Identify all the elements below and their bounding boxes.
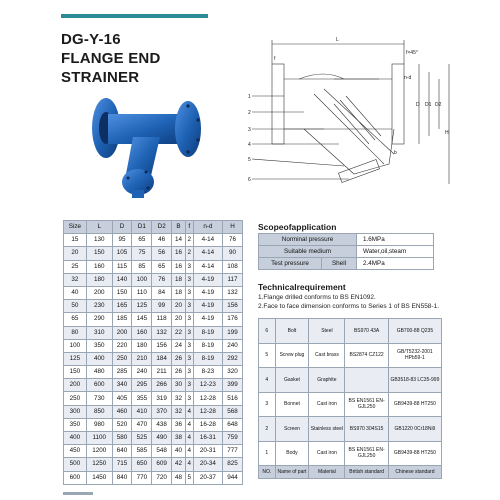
materials-cell: GB1220 0Cr18Ni9: [388, 417, 441, 442]
table-row: [64, 352, 243, 365]
table-cell: 340: [112, 379, 132, 392]
table-cell: 75: [132, 247, 152, 260]
table-cell: 18: [172, 273, 186, 286]
table-cell: 12-28: [193, 392, 222, 405]
table-cell: 410: [132, 405, 152, 418]
table-cell: 2: [185, 247, 193, 260]
table-cell: 300: [64, 405, 87, 418]
scope-label: Test pressure: [259, 258, 322, 270]
table-row: [64, 286, 243, 299]
scope-title: Scopeofapplication: [258, 222, 337, 232]
table-cell: 110: [132, 286, 152, 299]
table-cell: 3: [185, 326, 193, 339]
table-cell: 26: [172, 352, 186, 365]
dimensions-header-row: [64, 221, 243, 234]
table-cell: 548: [152, 445, 172, 458]
table-cell: 40: [64, 286, 87, 299]
scope-table: [258, 233, 434, 270]
table-cell: 20-34: [193, 458, 222, 471]
table-cell: 585: [132, 445, 152, 458]
mat-header-name: Name of part: [275, 466, 309, 479]
table-cell: 4: [185, 445, 193, 458]
table-cell: 266: [152, 379, 172, 392]
table-cell: 108: [223, 260, 243, 273]
table-cell: 210: [132, 352, 152, 365]
table-cell: 355: [132, 392, 152, 405]
dim-label-D: D: [416, 102, 420, 108]
table-cell: 1100: [86, 432, 112, 445]
table-cell: 4-19: [193, 313, 222, 326]
header-B: B: [172, 221, 186, 234]
table-cell: 640: [112, 445, 132, 458]
table-cell: 3: [185, 313, 193, 326]
table-cell: 180: [86, 273, 112, 286]
table-row: [64, 339, 243, 352]
materials-cell: Screen: [275, 417, 309, 442]
materials-row: [259, 392, 442, 417]
table-cell: 438: [152, 418, 172, 431]
table-cell: 600: [86, 379, 112, 392]
dimensions-table: [63, 220, 243, 485]
materials-cell: BS2874 CZ122: [345, 343, 388, 368]
scope-sub-label: Shell: [322, 258, 357, 270]
materials-cell: [345, 368, 388, 393]
table-cell: 4: [185, 432, 193, 445]
table-cell: 30: [172, 379, 186, 392]
strainer-photo: [88, 92, 208, 207]
table-cell: 211: [152, 366, 172, 379]
table-cell: 20-37: [193, 471, 222, 484]
table-cell: 460: [112, 405, 132, 418]
table-cell: 230: [86, 300, 112, 313]
table-cell: 145: [132, 313, 152, 326]
table-cell: 65: [132, 234, 152, 247]
materials-cell: Graphite: [309, 368, 345, 393]
scope-value: Water,oil,steam: [357, 246, 434, 258]
table-row: [64, 273, 243, 286]
materials-cell: 3: [259, 392, 276, 417]
table-cell: 132: [223, 286, 243, 299]
table-cell: 176: [223, 313, 243, 326]
table-cell: 4-14: [193, 260, 222, 273]
materials-cell: Stainless steel: [309, 417, 345, 442]
table-cell: 490: [152, 432, 172, 445]
table-cell: 648: [223, 418, 243, 431]
table-cell: 156: [223, 300, 243, 313]
materials-row: [259, 417, 442, 442]
table-cell: 1450: [86, 471, 112, 484]
part-label-4: 4: [248, 142, 251, 148]
table-cell: 1250: [86, 458, 112, 471]
dim-label-H: H: [445, 130, 449, 136]
table-cell: 20: [64, 247, 87, 260]
table-cell: 3: [185, 379, 193, 392]
table-cell: 3: [185, 286, 193, 299]
table-cell: 770: [132, 471, 152, 484]
table-cell: 32: [172, 405, 186, 418]
dim-label-f45: f×45°: [406, 50, 418, 56]
table-cell: 240: [223, 339, 243, 352]
table-cell: 5: [185, 471, 193, 484]
table-cell: 200: [112, 326, 132, 339]
part-label-5: 5: [248, 157, 251, 163]
table-cell: 450: [64, 445, 87, 458]
table-cell: 600: [64, 471, 87, 484]
table-cell: 8-19: [193, 352, 222, 365]
table-row: [64, 260, 243, 273]
table-cell: 500: [64, 458, 87, 471]
table-cell: 609: [152, 458, 172, 471]
table-cell: 320: [223, 366, 243, 379]
table-cell: 4: [185, 458, 193, 471]
materials-cell: 6: [259, 319, 276, 344]
table-cell: 250: [112, 352, 132, 365]
table-cell: 46: [152, 234, 172, 247]
table-cell: 405: [112, 392, 132, 405]
table-cell: 4-14: [193, 247, 222, 260]
table-cell: 15: [64, 234, 87, 247]
materials-cell: Cast iron: [309, 441, 345, 466]
table-cell: 240: [132, 366, 152, 379]
part-label-1: 1: [248, 94, 251, 100]
table-cell: 65: [152, 260, 172, 273]
table-cell: 150: [86, 247, 112, 260]
title-line-2: FLANGE END: [61, 50, 161, 67]
dim-label-nd: n-d: [404, 75, 412, 81]
table-cell: 720: [152, 471, 172, 484]
header-D: D: [112, 221, 132, 234]
table-cell: 4-19: [193, 300, 222, 313]
table-cell: 470: [132, 418, 152, 431]
materials-cell: Steel: [309, 319, 345, 344]
table-cell: 125: [64, 352, 87, 365]
table-cell: 160: [132, 326, 152, 339]
table-row: [64, 471, 243, 484]
table-cell: 16-31: [193, 432, 222, 445]
table-row: [64, 392, 243, 405]
dim-label-D1: D1: [425, 102, 432, 108]
table-cell: 115: [112, 260, 132, 273]
header-D2: D2: [152, 221, 172, 234]
materials-cell: Bonnet: [275, 392, 309, 417]
table-cell: 777: [223, 445, 243, 458]
table-cell: 90: [223, 247, 243, 260]
materials-body: [259, 319, 442, 466]
table-cell: 400: [64, 432, 87, 445]
table-cell: 76: [223, 234, 243, 247]
table-row: [64, 379, 243, 392]
materials-cell: 1: [259, 441, 276, 466]
header-H: H: [223, 221, 243, 234]
table-cell: 4-14: [193, 234, 222, 247]
header-size: Size: [64, 221, 87, 234]
table-cell: 36: [172, 418, 186, 431]
table-cell: 944: [223, 471, 243, 484]
table-row: [64, 313, 243, 326]
table-cell: 150: [64, 366, 87, 379]
table-cell: 26: [172, 366, 186, 379]
table-cell: 130: [86, 234, 112, 247]
scope-label: Suitable medium: [259, 246, 357, 258]
table-cell: 56: [152, 247, 172, 260]
table-cell: 185: [112, 313, 132, 326]
materials-row: [259, 319, 442, 344]
table-row: [64, 366, 243, 379]
dimensions-body: [64, 234, 243, 485]
table-cell: 8-19: [193, 339, 222, 352]
table-row: [64, 247, 243, 260]
mat-header-chinese: Chinese standard: [388, 466, 441, 479]
scope-row: [259, 234, 434, 246]
table-cell: 759: [223, 432, 243, 445]
materials-cell: GB9439-88 HT250: [388, 392, 441, 417]
table-cell: 184: [152, 352, 172, 365]
table-cell: 165: [112, 300, 132, 313]
table-cell: 525: [132, 432, 152, 445]
technical-drawing: [244, 34, 456, 204]
page-title: [61, 30, 161, 87]
table-cell: 730: [86, 392, 112, 405]
table-cell: 32: [172, 392, 186, 405]
materials-cell: BS EN1561 EN-GJL250: [345, 441, 388, 466]
table-cell: 12-28: [193, 405, 222, 418]
table-cell: 16: [172, 260, 186, 273]
scope-row: [259, 258, 434, 270]
requirement-line-2: 2.Face to face dimension conforms to Series 1 of BS EN558-1.: [258, 303, 440, 310]
table-cell: 4-19: [193, 273, 222, 286]
materials-row: [259, 441, 442, 466]
table-cell: 18: [172, 286, 186, 299]
footer-mark: [63, 492, 93, 495]
materials-row: [259, 343, 442, 368]
header-nd: n-d: [193, 221, 222, 234]
table-cell: 8-19: [193, 326, 222, 339]
mat-header-material: Material: [309, 466, 345, 479]
table-cell: 84: [152, 286, 172, 299]
table-cell: 1200: [86, 445, 112, 458]
table-cell: 80: [64, 326, 87, 339]
scope-label: Norminal pressure: [259, 234, 357, 246]
table-cell: 480: [86, 366, 112, 379]
table-cell: 16: [172, 247, 186, 260]
table-cell: 399: [223, 379, 243, 392]
table-cell: 292: [223, 352, 243, 365]
header-D1: D1: [132, 221, 152, 234]
table-cell: 220: [112, 339, 132, 352]
materials-header-row: [259, 466, 442, 479]
table-cell: 20-31: [193, 445, 222, 458]
materials-cell: Screw plug: [275, 343, 309, 368]
materials-cell: BS970 43A: [345, 319, 388, 344]
table-cell: 4: [185, 405, 193, 418]
table-cell: 4: [185, 418, 193, 431]
table-cell: 350: [86, 339, 112, 352]
table-cell: 117: [223, 273, 243, 286]
table-cell: 825: [223, 458, 243, 471]
table-cell: 850: [86, 405, 112, 418]
table-cell: 350: [64, 418, 87, 431]
table-cell: 580: [112, 432, 132, 445]
table-cell: 180: [132, 339, 152, 352]
header-L: L: [86, 221, 112, 234]
dim-label-f: f: [274, 56, 276, 62]
table-cell: 310: [86, 326, 112, 339]
table-cell: 32: [64, 273, 87, 286]
table-cell: 24: [172, 339, 186, 352]
table-cell: 38: [172, 432, 186, 445]
part-label-6: 6: [248, 177, 251, 183]
materials-cell: 5: [259, 343, 276, 368]
table-cell: 118: [152, 313, 172, 326]
table-cell: 100: [64, 339, 87, 352]
materials-cell: BS EN1561 EN-GJL250: [345, 392, 388, 417]
table-cell: 8-23: [193, 366, 222, 379]
table-cell: 40: [172, 445, 186, 458]
table-cell: 980: [86, 418, 112, 431]
technical-requirements: [258, 293, 439, 311]
table-cell: 650: [132, 458, 152, 471]
scope-value: 1.6MPa: [357, 234, 434, 246]
requirement-line-1: 1.Flange drilled conforms to BS EN1092.: [258, 294, 376, 301]
materials-cell: Cast brass: [309, 343, 345, 368]
materials-row: [259, 368, 442, 393]
table-cell: 290: [86, 313, 112, 326]
table-cell: 370: [152, 405, 172, 418]
table-row: [64, 405, 243, 418]
table-cell: 42: [172, 458, 186, 471]
table-row: [64, 418, 243, 431]
table-cell: 2: [185, 234, 193, 247]
title-line-1: DG-Y-16: [61, 31, 121, 48]
materials-cell: Cast iron: [309, 392, 345, 417]
materials-cell: Gasket: [275, 368, 309, 393]
table-cell: 568: [223, 405, 243, 418]
table-cell: 16-28: [193, 418, 222, 431]
title-line-3: STRAINER: [61, 69, 140, 86]
scope-row: [259, 246, 434, 258]
part-label-3: 3: [248, 127, 251, 133]
table-cell: 156: [152, 339, 172, 352]
table-cell: 48: [172, 471, 186, 484]
table-cell: 295: [132, 379, 152, 392]
table-cell: 105: [112, 247, 132, 260]
mat-header-no: NO.: [259, 466, 276, 479]
materials-cell: GB3518-83 LC35-999: [388, 368, 441, 393]
table-cell: 85: [132, 260, 152, 273]
table-cell: 14: [172, 234, 186, 247]
table-cell: 250: [64, 392, 87, 405]
table-cell: 100: [132, 273, 152, 286]
table-row: [64, 234, 243, 247]
dim-label-b: b: [394, 150, 397, 156]
table-cell: 125: [132, 300, 152, 313]
table-row: [64, 432, 243, 445]
table-cell: 400: [86, 352, 112, 365]
materials-cell: 2: [259, 417, 276, 442]
table-row: [64, 326, 243, 339]
materials-table: [258, 318, 442, 479]
technical-title: Technicalrequirement: [258, 282, 346, 292]
table-cell: 3: [185, 352, 193, 365]
table-cell: 285: [112, 366, 132, 379]
table-cell: 160: [86, 260, 112, 273]
table-row: [64, 458, 243, 471]
materials-cell: 4: [259, 368, 276, 393]
materials-cell: GB9439-88 HT250: [388, 441, 441, 466]
table-cell: 132: [152, 326, 172, 339]
table-cell: 12-23: [193, 379, 222, 392]
table-cell: 3: [185, 300, 193, 313]
table-cell: 516: [223, 392, 243, 405]
materials-cell: GB700-88 Q235: [388, 319, 441, 344]
table-cell: 3: [185, 366, 193, 379]
table-cell: 50: [64, 300, 87, 313]
table-cell: 22: [172, 326, 186, 339]
table-cell: 199: [223, 326, 243, 339]
header-f: f: [185, 221, 193, 234]
materials-cell: Bolt: [275, 319, 309, 344]
table-cell: 520: [112, 418, 132, 431]
table-cell: 200: [86, 286, 112, 299]
table-cell: 840: [112, 471, 132, 484]
materials-cell: BS970 304S15: [345, 417, 388, 442]
table-row: [64, 300, 243, 313]
table-cell: 4-19: [193, 286, 222, 299]
table-cell: 99: [152, 300, 172, 313]
table-cell: 76: [152, 273, 172, 286]
table-cell: 200: [64, 379, 87, 392]
table-cell: 20: [172, 300, 186, 313]
materials-cell: GB/T5232-2001 HPb59-1: [388, 343, 441, 368]
table-cell: 140: [112, 273, 132, 286]
accent-bar: [61, 14, 208, 18]
table-cell: 20: [172, 313, 186, 326]
table-cell: 65: [64, 313, 87, 326]
table-cell: 3: [185, 392, 193, 405]
dim-label-D2: D2: [435, 102, 442, 108]
table-cell: 25: [64, 260, 87, 273]
scope-value: 2.4MPa: [357, 258, 434, 270]
mat-header-british: British standard: [345, 466, 388, 479]
table-row: [64, 445, 243, 458]
table-cell: 715: [112, 458, 132, 471]
part-label-2: 2: [248, 110, 251, 116]
table-cell: 3: [185, 339, 193, 352]
materials-cell: Body: [275, 441, 309, 466]
table-cell: 319: [152, 392, 172, 405]
table-cell: 3: [185, 273, 193, 286]
dim-label-L: L: [336, 37, 339, 43]
table-cell: 150: [112, 286, 132, 299]
table-cell: 95: [112, 234, 132, 247]
table-cell: 3: [185, 260, 193, 273]
